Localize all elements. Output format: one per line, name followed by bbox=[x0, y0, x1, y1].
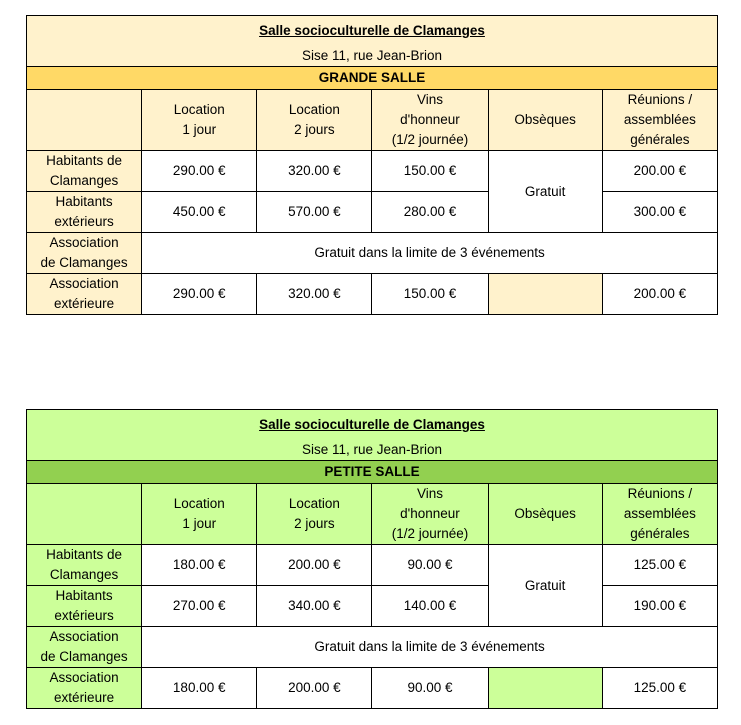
row-label-line: extérieure bbox=[54, 296, 115, 311]
price-cell: 90.00 € bbox=[372, 668, 488, 709]
price-cell: 570.00 € bbox=[257, 192, 372, 233]
price-cell: 140.00 € bbox=[372, 586, 488, 627]
header-line: d'honneur bbox=[400, 112, 460, 127]
price-cell: 200.00 € bbox=[602, 274, 717, 315]
header-reunions bbox=[602, 90, 717, 151]
header-line: 2 jours bbox=[294, 122, 335, 137]
header-obseques: Obsèques bbox=[488, 90, 602, 151]
header-vins-honneur bbox=[372, 90, 488, 151]
empty-obseques-cell bbox=[488, 274, 602, 315]
header-line: Vins bbox=[416, 486, 444, 501]
price-cell: 200.00 € bbox=[602, 151, 717, 192]
obseques-gratuit-cell: Gratuit bbox=[488, 151, 602, 233]
header-line: Réunions / bbox=[627, 92, 693, 107]
header-line: Location bbox=[288, 496, 340, 511]
table-address: Sise 11, rue Jean-Brion bbox=[27, 440, 718, 461]
tarif-table-grande-salle bbox=[26, 15, 718, 315]
price-cell: 450.00 € bbox=[142, 192, 257, 233]
row-label-line: extérieure bbox=[54, 690, 115, 705]
price-cell: 90.00 € bbox=[372, 545, 488, 586]
header-corner bbox=[27, 484, 142, 545]
header-line: Location bbox=[173, 102, 225, 117]
header-line: 1 jour bbox=[182, 122, 217, 137]
row-label-association-clamanges bbox=[27, 233, 142, 274]
header-line: 2 jours bbox=[294, 516, 335, 531]
row-label-association-exterieure bbox=[27, 668, 142, 709]
header-location-2-jours bbox=[257, 484, 372, 545]
price-cell: 200.00 € bbox=[257, 545, 372, 586]
row-label-exterieurs bbox=[27, 586, 142, 627]
table-title: Salle socioculturelle de Clamanges bbox=[27, 410, 718, 441]
row-label-line: extérieurs bbox=[54, 214, 114, 229]
header-line: d'honneur bbox=[400, 506, 460, 521]
price-cell: 270.00 € bbox=[142, 586, 257, 627]
price-cell: 320.00 € bbox=[257, 274, 372, 315]
price-cell: 190.00 € bbox=[602, 586, 717, 627]
header-corner bbox=[27, 90, 142, 151]
row-label-line: extérieurs bbox=[54, 608, 114, 623]
row-label-line: Habitants de bbox=[46, 547, 122, 562]
table-title: Salle socioculturelle de Clamanges bbox=[27, 16, 718, 47]
header-obseques: Obsèques bbox=[488, 484, 602, 545]
price-cell: 200.00 € bbox=[257, 668, 372, 709]
price-cell: 320.00 € bbox=[257, 151, 372, 192]
row-label-line: Association bbox=[49, 670, 119, 685]
header-line: 1 jour bbox=[182, 516, 217, 531]
header-line: Location bbox=[173, 496, 225, 511]
header-line: (1/2 journée) bbox=[391, 132, 469, 147]
price-cell: 150.00 € bbox=[372, 151, 488, 192]
price-cell: 125.00 € bbox=[602, 545, 717, 586]
price-cell: 340.00 € bbox=[257, 586, 372, 627]
header-location-1-jour bbox=[142, 90, 257, 151]
row-label-association-clamanges bbox=[27, 627, 142, 668]
price-cell: 280.00 € bbox=[372, 192, 488, 233]
header-line: (1/2 journée) bbox=[391, 526, 469, 541]
price-cell: 125.00 € bbox=[602, 668, 717, 709]
row-label-line: de Clamanges bbox=[40, 649, 128, 664]
row-label-line: Habitants bbox=[55, 194, 113, 209]
row-label-line: Habitants de bbox=[46, 153, 122, 168]
row-label-habitants bbox=[27, 151, 142, 192]
tarif-table-petite-salle bbox=[26, 409, 718, 709]
price-cell: 180.00 € bbox=[142, 545, 257, 586]
row-label-habitants bbox=[27, 545, 142, 586]
header-line: assemblées bbox=[623, 506, 696, 521]
row-label-association-exterieure bbox=[27, 274, 142, 315]
header-line: générales bbox=[630, 132, 690, 147]
header-line: Vins bbox=[416, 92, 444, 107]
header-line: Réunions / bbox=[627, 486, 693, 501]
price-cell: 290.00 € bbox=[142, 151, 257, 192]
row-label-line: de Clamanges bbox=[40, 255, 128, 270]
row-label-line: Clamanges bbox=[49, 173, 119, 188]
header-line: générales bbox=[630, 526, 690, 541]
price-cell: 180.00 € bbox=[142, 668, 257, 709]
salle-band: GRANDE SALLE bbox=[27, 67, 718, 90]
header-location-2-jours bbox=[257, 90, 372, 151]
row-label-line: Association bbox=[49, 629, 119, 644]
association-gratuit-cell: Gratuit dans la limite de 3 événements bbox=[142, 627, 718, 668]
table-address: Sise 11, rue Jean-Brion bbox=[27, 46, 718, 67]
row-label-line: Association bbox=[49, 276, 119, 291]
header-line: Location bbox=[288, 102, 340, 117]
header-line: assemblées bbox=[623, 112, 696, 127]
empty-obseques-cell bbox=[488, 668, 602, 709]
header-reunions bbox=[602, 484, 717, 545]
header-location-1-jour bbox=[142, 484, 257, 545]
association-gratuit-cell: Gratuit dans la limite de 3 événements bbox=[142, 233, 718, 274]
salle-band: PETITE SALLE bbox=[27, 461, 718, 484]
row-label-exterieurs bbox=[27, 192, 142, 233]
obseques-gratuit-cell: Gratuit bbox=[488, 545, 602, 627]
price-cell: 290.00 € bbox=[142, 274, 257, 315]
row-label-line: Habitants bbox=[55, 588, 113, 603]
header-vins-honneur bbox=[372, 484, 488, 545]
row-label-line: Association bbox=[49, 235, 119, 250]
price-cell: 300.00 € bbox=[602, 192, 717, 233]
row-label-line: Clamanges bbox=[49, 567, 119, 582]
price-cell: 150.00 € bbox=[372, 274, 488, 315]
